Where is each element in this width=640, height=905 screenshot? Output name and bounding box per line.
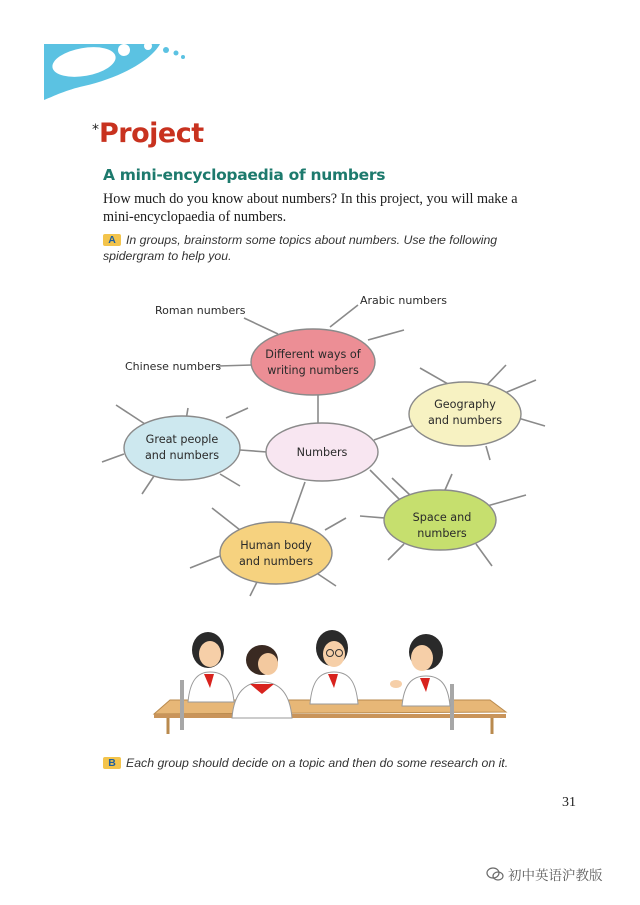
step-b-badge: B	[103, 757, 121, 769]
watermark	[486, 864, 603, 884]
label-roman-numbers: Roman numbers	[155, 304, 246, 317]
students-illustration	[140, 622, 510, 734]
node-great-people-line1: Great people	[145, 433, 219, 446]
node-space	[384, 490, 496, 550]
node-writing-numbers	[251, 329, 375, 395]
page-title	[92, 118, 204, 149]
node-great-people-line2: and numbers	[144, 449, 220, 462]
node-geography-line2: and numbers	[427, 414, 503, 427]
page-number: 31	[562, 795, 576, 810]
node-great-people	[124, 416, 240, 480]
step-a-badge: A	[103, 234, 121, 246]
node-geography-line1: Geography	[434, 398, 496, 411]
node-center-numbers	[266, 423, 378, 481]
node-writing-numbers-line2: writing numbers	[267, 364, 359, 377]
step-a-text: In groups, brainstorm some topics about numbers. Use the following spidergram to help you.	[103, 233, 498, 263]
step-b	[103, 755, 573, 771]
center-label: Numbers	[296, 446, 348, 459]
title-asterisk: *	[92, 122, 99, 138]
project-subtitle: A mini-encyclopaedia of numbers	[103, 166, 386, 184]
node-human-body-line1: Human body	[240, 539, 312, 552]
label-arabic-numbers: Arabic numbers	[360, 294, 448, 307]
wechat-icon	[486, 866, 504, 882]
title-text: Project	[99, 118, 204, 149]
node-space-line1: Space and	[412, 511, 472, 524]
node-writing-numbers-line1: Different ways of	[265, 348, 361, 361]
node-human-body-line2: and numbers	[238, 555, 314, 568]
intro-paragraph: How much do you know about numbers? In this project, you will make a mini-encyclopaedia of numbers.	[103, 191, 518, 225]
node-geography	[409, 382, 521, 446]
spidergram	[0, 285, 640, 605]
step-a	[103, 232, 558, 264]
watermark-text: 初中英语沪教版	[508, 868, 603, 884]
step-b-text: Each group should decide on a topic and then do some research on it.	[126, 756, 509, 770]
node-space-line2: numbers	[417, 527, 467, 540]
node-human-body	[220, 522, 332, 584]
corner-decoration	[0, 0, 200, 110]
label-chinese-numbers: Chinese numbers	[125, 360, 222, 373]
